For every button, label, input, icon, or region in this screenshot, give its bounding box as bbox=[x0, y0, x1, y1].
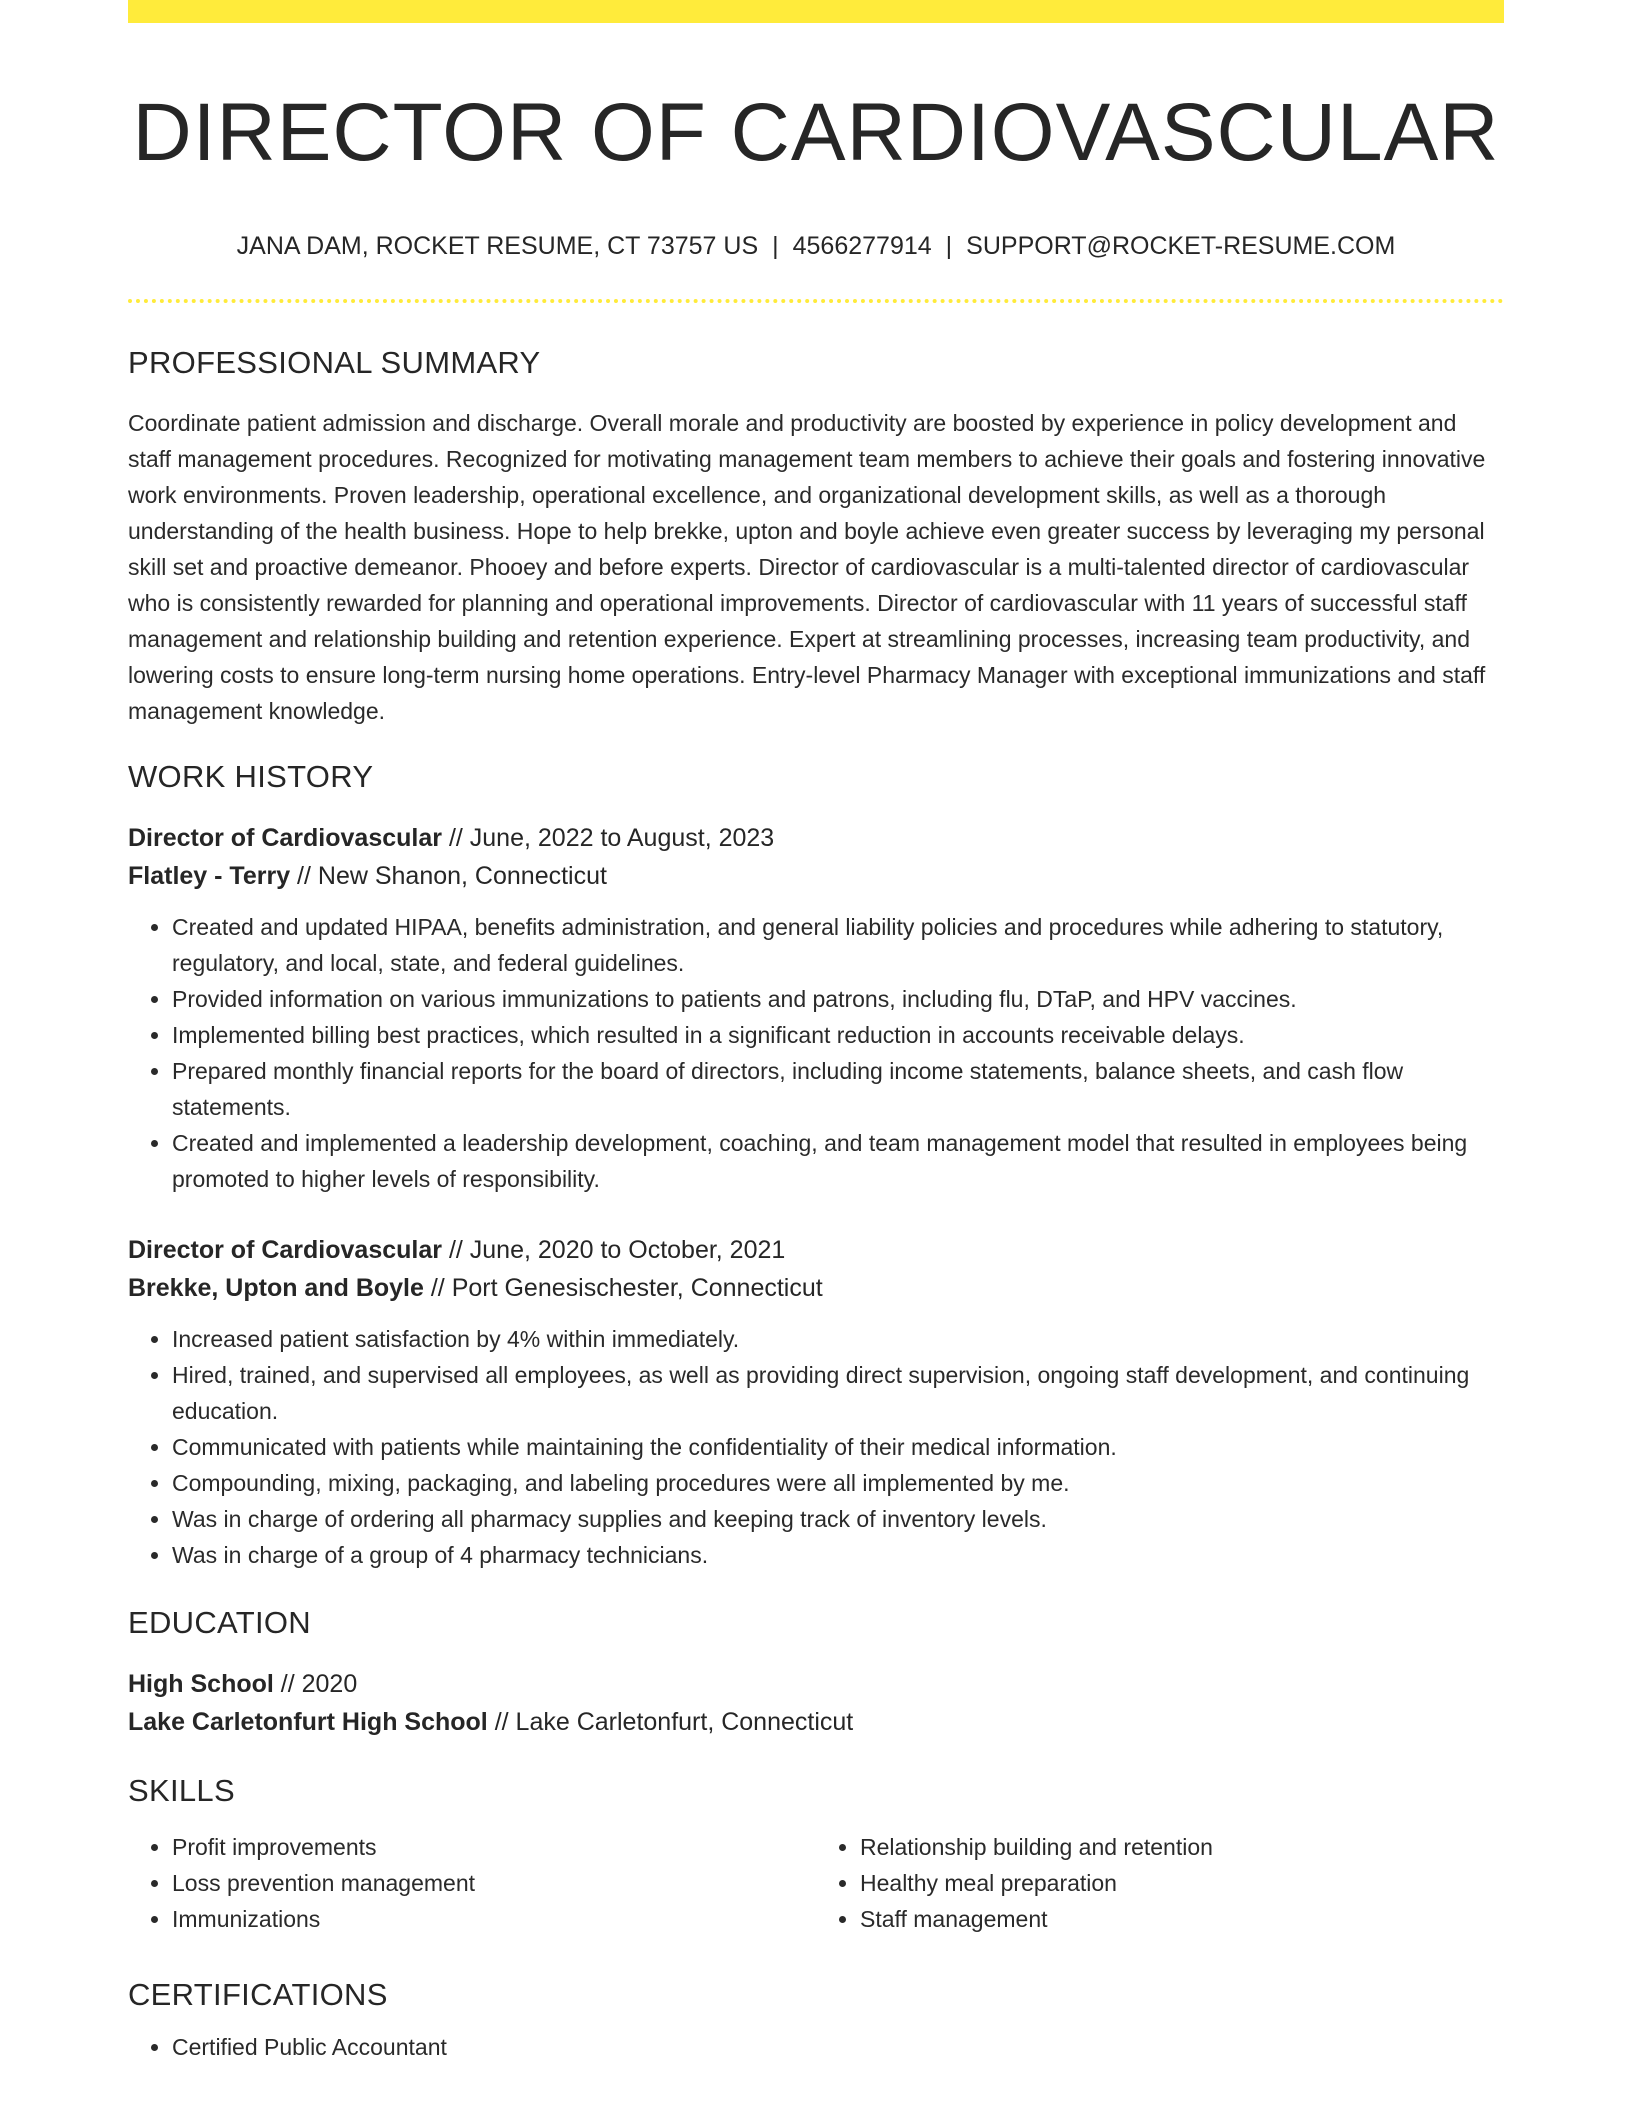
job-dates: // June, 2020 to October, 2021 bbox=[442, 1236, 786, 1264]
skill-item: • Staff management bbox=[860, 1901, 1504, 1937]
job-bullet-list bbox=[128, 1321, 1504, 1573]
job-header bbox=[128, 1231, 1504, 1307]
job-company: Brekke, Upton and Boyle bbox=[128, 1274, 424, 1302]
contact-separator: | bbox=[945, 232, 953, 260]
skills-grid bbox=[128, 1829, 1504, 1937]
work-history-heading: WORK HISTORY bbox=[128, 759, 374, 794]
job-company: Flatley - Terry bbox=[128, 862, 291, 890]
job-company-line bbox=[128, 857, 1504, 895]
summary-text: Coordinate patient admission and discharge. Overall morale and productivity are boosted by experience in policy development and staff management procedures. Recognized for motivating management team members to achieve their goals and fostering innovative work environments. Proven leadership, operational excellence, and organizational development skills, as well as a thorough understanding of the health business. Hope to help brekke, upton and boyle achieve even greater success by leveraging my personal skill set and proactive demeanor. Phooey and before experts. Director of cardiovascular is a multi-talented director of cardiovascular who is consistently rewarded for planning and operational improvements. Director of cardiovascular with 11 years of successful staff management and relationship building and retention experience. Expert at streamlining processes, increasing team productivity, and lowering costs to ensure long-term nursing home operations. Entry-level Pharmacy Manager with exceptional immunizations and staff management knowledge. bbox=[128, 410, 1486, 724]
contact-line bbox=[128, 229, 1504, 263]
job-bullet-list bbox=[128, 909, 1504, 1197]
job-bullet: • Communicated with patients while maintaining the confidentiality of their medical information. bbox=[172, 1429, 1504, 1465]
summary-heading: PROFESSIONAL SUMMARY bbox=[128, 345, 541, 380]
job-dates: // June, 2022 to August, 2023 bbox=[442, 824, 775, 852]
contact-phone: 4566277914 bbox=[792, 232, 932, 260]
job-company-line bbox=[128, 1269, 1504, 1307]
job-bullet: • Created and implemented a leadership development, coaching, and team management model that resulted in employees being promoted to higher levels of responsibility. bbox=[172, 1125, 1504, 1197]
job-title: Director of Cardiovascular bbox=[128, 1236, 442, 1264]
education-school: Lake Carletonfurt High School bbox=[128, 1708, 488, 1736]
job-bullet: • Implemented billing best practices, which resulted in a significant reduction in accounts receivable delays. bbox=[172, 1017, 1504, 1053]
certification-item: • Certified Public Accountant bbox=[172, 2029, 1504, 2065]
skill-item: • Relationship building and retention bbox=[860, 1829, 1504, 1865]
resume-page bbox=[128, 0, 1504, 2065]
job-bullet: • Hired, trained, and supervised all employees, as well as providing direct supervision, ongoing staff development, and continuing education. bbox=[172, 1357, 1504, 1429]
skill-item: • Loss prevention management bbox=[172, 1865, 816, 1901]
skill-item: • Immunizations bbox=[172, 1901, 816, 1937]
contact-email: SUPPORT@ROCKET-RESUME.COM bbox=[966, 232, 1396, 260]
certifications-heading: CERTIFICATIONS bbox=[128, 1977, 388, 2012]
contact-separator: | bbox=[772, 232, 779, 260]
accent-top-bar bbox=[128, 0, 1504, 23]
job-bullet: • Was in charge of ordering all pharmacy supplies and keeping track of inventory levels. bbox=[172, 1501, 1504, 1537]
education-degree-line bbox=[128, 1665, 1504, 1703]
job-location: // New Shanon, Connecticut bbox=[290, 862, 607, 890]
job-bullet: • Created and updated HIPAA, benefits administration, and general liability policies and procedures while adhering to statutory, regulatory, and local, state, and federal guidelines. bbox=[172, 909, 1504, 981]
skills-list-right bbox=[816, 1829, 1504, 1937]
dotted-divider bbox=[128, 299, 1504, 303]
job-bullet: • Provided information on various immunizations to patients and patrons, including flu, DTaP, and HPV vaccines. bbox=[172, 981, 1504, 1017]
education-school-line bbox=[128, 1703, 1504, 1741]
education-year: // 2020 bbox=[273, 1670, 358, 1698]
certifications-list bbox=[128, 2029, 1504, 2065]
skill-item: • Profit improvements bbox=[172, 1829, 816, 1865]
contact-address: JANA DAM, ROCKET RESUME, CT 73757 US bbox=[236, 232, 759, 260]
job-location: // Port Genesischester, Connecticut bbox=[423, 1274, 823, 1302]
education-degree: High School bbox=[128, 1670, 274, 1698]
job-bullet: • Increased patient satisfaction by 4% within immediately. bbox=[172, 1321, 1504, 1357]
skills-list-left bbox=[128, 1829, 816, 1937]
resume-title: DIRECTOR OF CARDIOVASCULAR bbox=[132, 87, 1500, 178]
job-bullet: • Compounding, mixing, packaging, and labeling procedures were all implemented by me. bbox=[172, 1465, 1504, 1501]
education-location: // Lake Carletonfurt, Connecticut bbox=[487, 1708, 854, 1736]
skill-item: • Healthy meal preparation bbox=[860, 1865, 1504, 1901]
education-entry bbox=[128, 1665, 1504, 1741]
job-header bbox=[128, 819, 1504, 895]
skills-heading: SKILLS bbox=[128, 1773, 235, 1808]
job-title-line bbox=[128, 819, 1504, 857]
job-title-line bbox=[128, 1231, 1504, 1269]
job-bullet: • Was in charge of a group of 4 pharmacy technicians. bbox=[172, 1537, 1504, 1573]
job-bullet: • Prepared monthly financial reports for the board of directors, including income statements, balance sheets, and cash flow statements. bbox=[172, 1053, 1504, 1125]
job-title: Director of Cardiovascular bbox=[128, 824, 442, 852]
education-heading: EDUCATION bbox=[128, 1605, 311, 1640]
